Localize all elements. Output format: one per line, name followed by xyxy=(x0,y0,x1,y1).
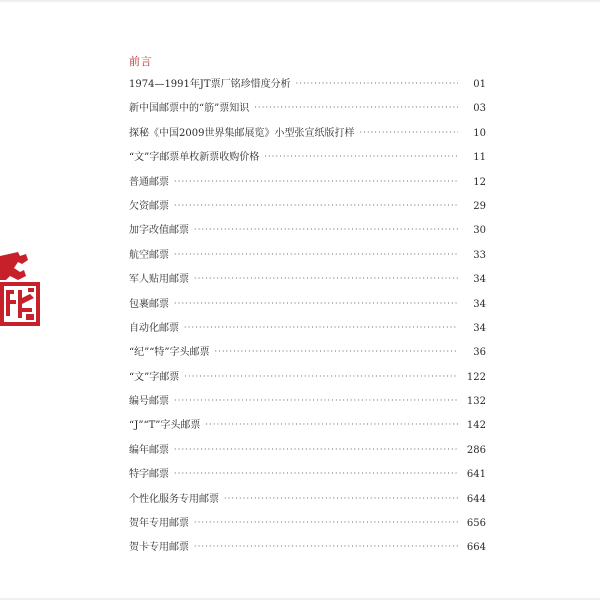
toc-entry[interactable] xyxy=(129,146,486,170)
toc-entry-title: “J”“T”字头邮票 xyxy=(129,420,201,432)
toc-entry-page-number: 36 xyxy=(473,347,486,359)
toc-entry-page-number: 03 xyxy=(473,103,486,115)
toc-entry[interactable] xyxy=(129,244,486,268)
toc-entry[interactable] xyxy=(129,195,486,219)
toc-entry-title: 包裹邮票 xyxy=(129,298,169,310)
toc-entry-page-number: 11 xyxy=(473,152,486,164)
toc-entry-page-number: 664 xyxy=(466,542,486,554)
toc-entry[interactable] xyxy=(129,171,486,195)
toc-entry-page-number: 656 xyxy=(466,518,486,530)
toc-entry-title: 自动化邮票 xyxy=(129,322,179,334)
toc-entry-page-number: 34 xyxy=(473,322,486,334)
toc-entry[interactable] xyxy=(129,463,486,487)
toc-entry-title: 贺卡专用邮票 xyxy=(129,542,189,554)
toc-entry[interactable] xyxy=(129,293,486,317)
toc-entry-page-number: 29 xyxy=(473,200,486,212)
dot-leader xyxy=(194,267,458,291)
toc-entry[interactable] xyxy=(129,512,486,536)
toc-entry-page-number: 644 xyxy=(466,493,486,505)
toc-entry-title: 贺年专用邮票 xyxy=(129,518,189,530)
toc-entry-page-number: 12 xyxy=(473,176,486,188)
toc-entry[interactable] xyxy=(129,219,486,243)
toc-entry-title: 个性化服务专用邮票 xyxy=(129,493,219,505)
toc-entry-page-number: 30 xyxy=(473,225,486,237)
toc-entry[interactable] xyxy=(129,97,486,121)
toc-entry-title: 欠资邮票 xyxy=(129,200,169,212)
dot-leader xyxy=(184,316,458,340)
dot-leader xyxy=(174,194,458,218)
toc-entry-title: 加字改值邮票 xyxy=(129,225,189,237)
toc-entry[interactable] xyxy=(129,341,486,365)
dot-leader xyxy=(296,72,458,96)
dot-leader xyxy=(194,218,458,242)
toc-entry-page-number: 01 xyxy=(473,79,486,90)
dot-leader xyxy=(264,145,458,169)
toc-entry[interactable] xyxy=(129,414,486,438)
toc-heading: 前言 xyxy=(129,55,152,68)
dot-leader xyxy=(174,438,458,462)
toc-entry-title: 1974—1991年JT票厂铭珍惜度分析 xyxy=(129,79,291,90)
toc-entry[interactable] xyxy=(129,536,486,560)
toc-entry[interactable] xyxy=(129,488,486,512)
toc-entry-title: “文”字邮票单枚新票收购价格 xyxy=(129,152,260,164)
toc-entry[interactable] xyxy=(129,317,486,341)
dot-leader xyxy=(254,96,458,120)
toc-entry[interactable] xyxy=(129,390,486,414)
toc-entry-page-number: 33 xyxy=(473,249,486,261)
toc-entry[interactable] xyxy=(129,366,486,390)
dot-leader xyxy=(184,365,458,389)
dot-leader xyxy=(174,170,458,194)
page-top-edge xyxy=(0,0,600,3)
toc-entry[interactable] xyxy=(129,439,486,463)
dot-leader xyxy=(194,535,458,559)
toc-entry-page-number: 34 xyxy=(473,274,486,286)
toc-entry-title: 特字邮票 xyxy=(129,469,169,481)
dot-leader xyxy=(174,243,458,267)
dot-leader xyxy=(205,413,458,437)
toc-entry-title: “纪”“特”字头邮票 xyxy=(129,347,210,359)
toc-entry-page-number: 10 xyxy=(473,127,486,139)
toc-entry-title: 普通邮票 xyxy=(129,176,169,188)
dot-leader xyxy=(174,462,458,486)
toc-entry[interactable] xyxy=(129,73,486,97)
toc-entry-title: “文”字邮票 xyxy=(129,371,180,383)
dot-leader xyxy=(224,487,458,511)
toc-entry-title: 军人贴用邮票 xyxy=(129,274,189,286)
dot-leader xyxy=(359,121,458,145)
toc-entry-page-number: 142 xyxy=(466,420,486,432)
toc-entry[interactable] xyxy=(129,268,486,292)
table-of-contents xyxy=(129,73,486,561)
toc-entry-page-number: 132 xyxy=(466,396,486,408)
dot-leader xyxy=(174,389,458,413)
toc-entry-page-number: 122 xyxy=(466,371,486,383)
toc-entry-page-number: 641 xyxy=(466,469,486,481)
toc-entry-page-number: 286 xyxy=(466,444,486,456)
toc-entry-title: 航空邮票 xyxy=(129,249,169,261)
toc-entry-title: 新中国邮票中的“筋”票知识 xyxy=(129,103,250,115)
toc-entry-title: 编年邮票 xyxy=(129,444,169,456)
toc-entry-title: 编号邮票 xyxy=(129,396,169,408)
red-seal-stamp-icon xyxy=(0,250,40,328)
toc-entry-title: 探秘《中国2009世界集邮展览》小型张宣纸版打样 xyxy=(129,127,355,139)
toc-entry[interactable] xyxy=(129,122,486,146)
dot-leader xyxy=(214,340,458,364)
toc-entry-page-number: 34 xyxy=(473,298,486,310)
dot-leader xyxy=(174,292,458,316)
dot-leader xyxy=(194,511,458,535)
